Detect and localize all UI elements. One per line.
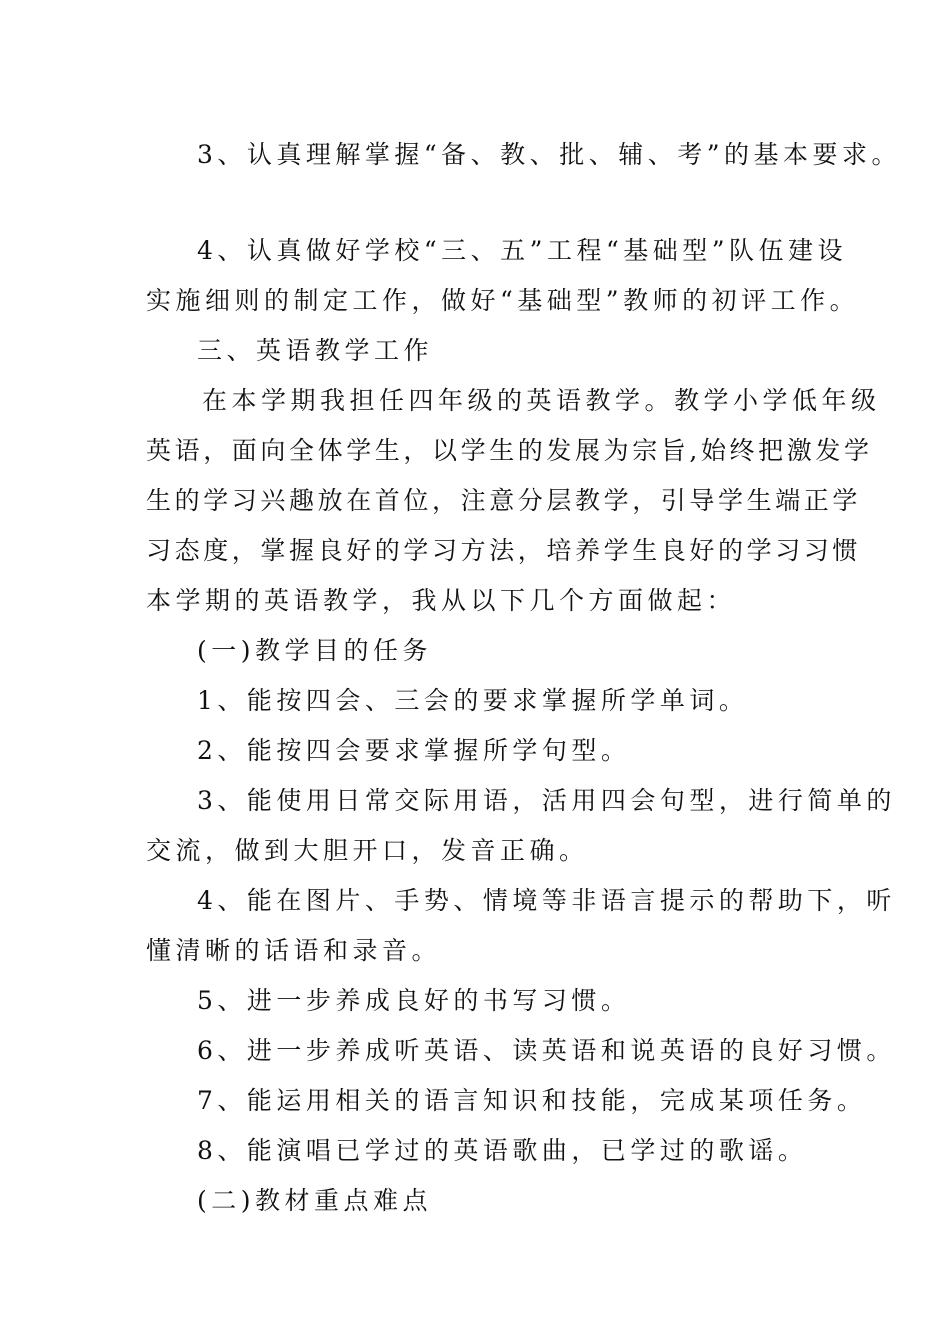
list-item: 4、能在图片、手势、情境等非语言提示的帮助下，听 <box>197 886 896 915</box>
list-item: 3、能使用日常交际用语，活用四会句型，进行简单的 <box>197 786 896 815</box>
paragraph-line: 实施细则的制定工作，做好“基础型”教师的初评工作。 <box>146 286 860 315</box>
paragraph-line: 3、认真理解掌握“备、教、批、辅、考”的基本要求。 <box>197 140 901 169</box>
paragraph-line: 在本学期我担任四年级的英语教学。教学小学低年级 <box>202 386 881 415</box>
list-item: 8、能演唱已学过的英语歌曲，已学过的歌谣。 <box>197 1136 808 1165</box>
paragraph-line: 习态度，掌握良好的学习方法，培养学生良好的学习习惯 <box>146 536 862 565</box>
list-item: 5、进一步养成良好的书写习惯。 <box>197 986 631 1015</box>
paragraph-line: 4、认真做好学校“三、五”工程“基础型”队伍建设 <box>197 236 848 265</box>
list-item-continuation: 交流，做到大胆开口，发音正确。 <box>146 836 589 865</box>
list-item: 2、能按四会要求掌握所学句型。 <box>197 736 631 765</box>
paragraph-line: 本学期的英语教学，我从以下几个方面做起： <box>146 586 737 615</box>
list-item-continuation: 懂清晰的话语和录音。 <box>146 936 442 965</box>
paragraph-line: 英语，面向全体学生，以学生的发展为宗旨,始终把激发学 <box>146 436 873 465</box>
subsection-heading: (一)教学目的任务 <box>197 636 433 665</box>
list-item: 6、进一步养成听英语、读英语和说英语的良好习惯。 <box>197 1036 896 1065</box>
section-heading: 三、英语教学工作 <box>197 336 434 365</box>
list-item: 7、能运用相关的语言知识和技能，完成某项任务。 <box>197 1086 867 1115</box>
subsection-heading: (二)教材重点难点 <box>197 1186 433 1215</box>
paragraph-line: 生的学习兴趣放在首位，注意分层教学，引导学生端正学 <box>146 486 862 515</box>
list-item: 1、能按四会、三会的要求掌握所学单词。 <box>197 686 749 715</box>
